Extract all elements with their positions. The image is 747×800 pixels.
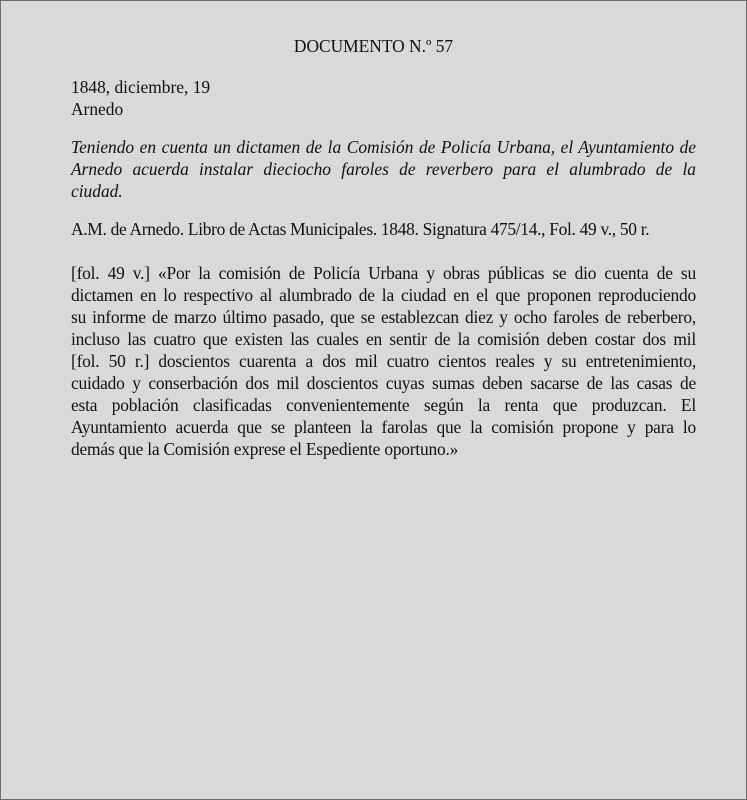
document-source-reference: A.M. de Arnedo. Libro de Actas Municipales. 1848. Signatura 475/14., Fol. 49 v., 50 r.	[71, 219, 650, 239]
summary-line: ciudad.	[71, 181, 123, 201]
transcription-line: [fol. 50 r.] doscientos cuarenta a dos mil cuatro cientos reales y su entretenimiento,	[71, 351, 696, 371]
summary-line: Teniendo en cuenta un dictamen de la Comisión de Policía Urbana, el Ayuntamiento de	[71, 137, 696, 157]
document-title: DOCUMENTO N.º 57	[293, 36, 454, 56]
transcription-line: cuidado y conserbación dos mil doscientos cuyas sumas deben sacarse de las casas de	[71, 373, 696, 393]
document-summary	[71, 136, 696, 202]
transcription-line: su informe de marzo último pasado, que se establezcan diez y ocho faroles de reberbero,	[71, 307, 696, 327]
date-place-block	[71, 76, 210, 120]
transcription-line: incluso las cuatro que existen las cuales en sentir de la comisión deben costar dos mil	[71, 329, 696, 349]
transcription-line: dictamen en lo respectivo al alumbrado de la ciudad en el que proponen reproduciendo	[71, 285, 696, 305]
document-transcription	[71, 262, 696, 460]
document-place: Arnedo	[71, 99, 124, 119]
transcription-line: [fol. 49 v.] «Por la comisión de Policía Urbana y obras públicas se dio cuenta de su	[71, 263, 696, 283]
transcription-line: Ayuntamiento acuerda que se planteen la farolas que la comisión propone y para lo	[71, 417, 696, 437]
transcription-line: esta población clasificadas convenientemente según la renta que produzcan. El	[71, 395, 696, 415]
summary-line: Arnedo acuerda instalar dieciocho faroles de reverbero para el alumbrado de la	[71, 159, 696, 179]
document-date: 1848, diciembre, 19	[71, 77, 211, 97]
transcription-line: demás que la Comisión exprese el Espediente oportuno.»	[71, 439, 459, 459]
